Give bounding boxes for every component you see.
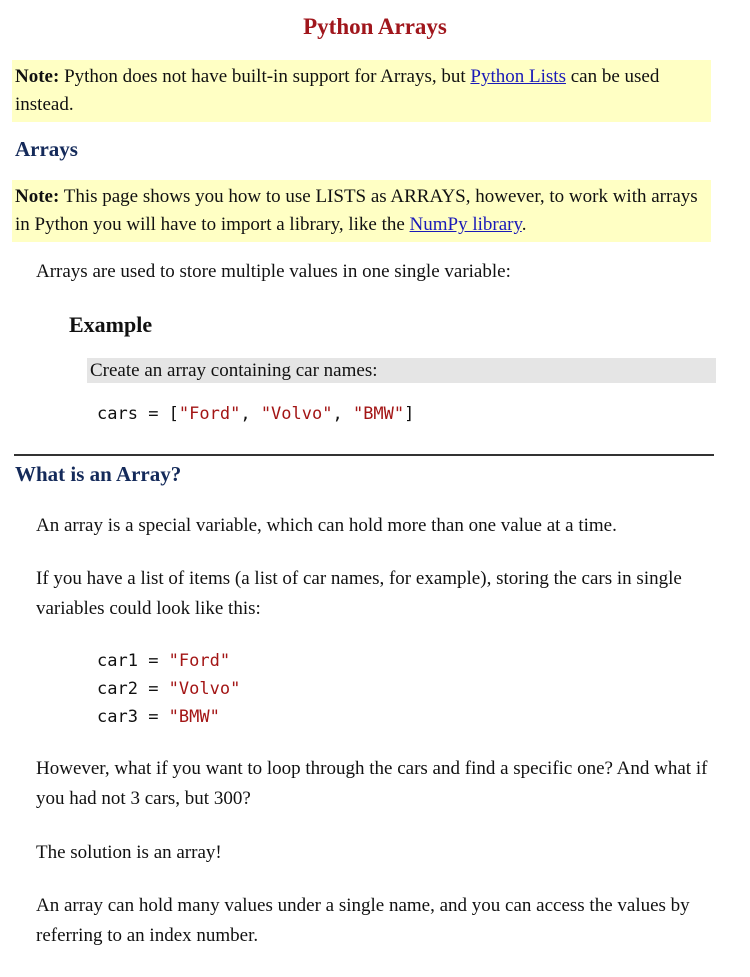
code-variable: car2 [97,679,138,699]
code-variable: cars [97,404,138,424]
paragraph: An array can hold many values under a single name, and you can access the values by referring to an index number. [36,895,690,946]
code-operator: = [137,679,169,699]
code-variable: car3 [97,707,138,727]
code-string: "Ford" [168,651,231,671]
code-block [97,647,240,731]
section-divider [14,454,714,456]
code-line [97,675,240,703]
page-title: Python Arrays [303,14,447,39]
code-operator: = [137,651,169,671]
paragraph: However, what if you want to loop through the cars and find a specific one? And what if you had not 3 cars, but 300? [36,758,708,809]
note-label: Note: [15,66,60,87]
note-box [12,60,711,122]
code-line [97,703,240,731]
code-string: "BMW" [168,707,220,727]
note-box-numpy [12,180,711,242]
code-string: "BMW" [352,404,405,424]
code-operator: = [ [137,404,179,424]
note-text: Python does not have built-in support for Arrays, but [59,66,471,87]
python-lists-link[interactable]: Python Lists [470,66,566,87]
code-variable: car1 [97,651,138,671]
example-code [97,400,414,428]
code-bracket: ] [404,404,415,424]
paragraph: An array is a special variable, which can hold more than one value at a time. [36,515,617,536]
note-text: This page shows you how to use LISTS as ARRAYS, however, to work with arrays in Python you will have to import a library, like the [15,186,698,235]
code-separator: , [332,404,353,424]
code-string: "Ford" [178,404,241,424]
example-heading: Example [69,312,153,337]
note-text-end: can be used instead. [15,66,660,115]
note-label: Note: [15,186,60,207]
numpy-library-link[interactable]: NumPy library [409,214,522,235]
code-string: "Volvo" [168,679,241,699]
code-operator: = [137,707,169,727]
paragraph: The solution is an array! [36,842,222,863]
paragraph: If you have a list of items (a list of car names, for example), storing the cars in single variables could look like this: [36,568,682,619]
code-string: "Volvo" [260,404,333,424]
code-separator: , [240,404,261,424]
code-line [97,647,240,675]
intro-paragraph: Arrays are used to store multiple values in one single variable: [36,261,511,282]
note-text-end: . [521,214,527,235]
section-heading-what-is-array: What is an Array? [15,462,182,486]
section-heading-arrays: Arrays [15,137,78,161]
example-caption: Create an array containing car names: [87,358,716,383]
